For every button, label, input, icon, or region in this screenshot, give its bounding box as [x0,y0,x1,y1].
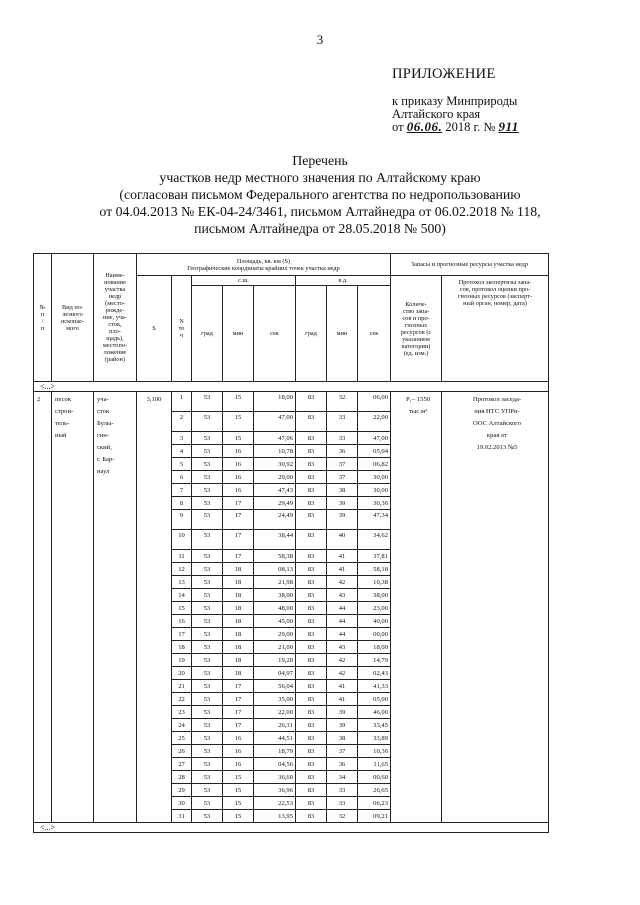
lat-sec: 56,04 [254,680,296,693]
order-prefix: от [392,120,404,134]
lon-deg: 83 [296,719,327,732]
lon-deg: 83 [296,693,327,706]
point-number: 17 [172,628,192,641]
point-number: 2 [172,412,192,432]
lon-min: 39 [327,497,358,510]
lat-deg: 53 [192,471,223,484]
lat-sec: 10,78 [254,445,296,458]
point-number: 18 [172,641,192,654]
lon-deg: 83 [296,412,327,432]
point-number: 27 [172,758,192,771]
lon-sec: 33,45 [358,719,391,732]
lon-deg: 83 [296,432,327,445]
lon-deg: 83 [296,628,327,641]
lat-deg: 53 [192,641,223,654]
header-latitude: с.ш. [192,276,296,286]
header-lon-deg: град [296,286,327,382]
lon-sec: 40,00 [358,615,391,628]
lat-sec: 29,00 [254,628,296,641]
lon-sec: 30,00 [358,471,391,484]
lon-min: 42 [327,667,358,680]
order-reference-line2: Алтайского края [392,107,481,121]
lon-deg: 83 [296,458,327,471]
lat-sec: 19,28 [254,654,296,667]
lat-min: 16 [223,445,254,458]
lon-deg: 83 [296,797,327,810]
lat-deg: 53 [192,445,223,458]
lat-deg: 53 [192,732,223,745]
point-number: 4 [172,445,192,458]
lat-min: 17 [223,530,254,550]
point-number: 12 [172,563,192,576]
lat-min: 18 [223,563,254,576]
lat-deg: 53 [192,550,223,563]
lon-sec: 05,04 [358,445,391,458]
lon-sec: 10,38 [358,576,391,589]
title-line: Перечень [292,153,348,168]
lon-sec: 33,89 [358,732,391,745]
lon-deg: 83 [296,680,327,693]
lon-deg: 83 [296,615,327,628]
lon-sec: 06,23 [358,797,391,810]
point-number: 6 [172,471,192,484]
lon-min: 42 [327,576,358,589]
lon-deg: 83 [296,810,327,823]
lat-deg: 53 [192,412,223,432]
lat-deg: 53 [192,667,223,680]
row-number: 2 [34,392,52,823]
lat-min: 16 [223,484,254,497]
lat-sec: 04,97 [254,667,296,680]
header-area-coordinates: Площадь, кв. км (S) Географические координаты крайних точек участка недр [137,254,391,276]
lon-deg: 83 [296,530,327,550]
lon-sec: 06,82 [358,458,391,471]
point-number: 23 [172,706,192,719]
lon-sec: 11,65 [358,758,391,771]
reserves-quantity: P₁– 1550 тыс.м³ [391,392,442,823]
lon-sec: 06,00 [358,392,391,412]
lat-deg: 53 [192,458,223,471]
lon-min: 32 [327,810,358,823]
table-ellipsis: <...> [34,382,549,392]
lat-min: 15 [223,797,254,810]
header-site-name: Наиме- нование участка недр (место- рожде- ние, уча- сток, пло- щадь), местопо- ложение (район) [94,254,137,382]
lon-deg: 83 [296,510,327,530]
point-number: 24 [172,719,192,732]
lon-sec: 02,43 [358,667,391,680]
lon-min: 44 [327,628,358,641]
point-number: 20 [172,667,192,680]
point-number: 5 [172,458,192,471]
lat-sec: 18,00 [254,392,296,412]
lon-min: 37 [327,745,358,758]
header-point-number: N то ч [172,276,192,382]
lat-min: 18 [223,602,254,615]
lat-min: 17 [223,510,254,530]
lon-min: 36 [327,445,358,458]
lat-min: 15 [223,810,254,823]
lon-deg: 83 [296,392,327,412]
lat-min: 18 [223,615,254,628]
lat-min: 15 [223,771,254,784]
lat-min: 15 [223,784,254,797]
lon-deg: 83 [296,445,327,458]
lat-sec: 44,51 [254,732,296,745]
lat-deg: 53 [192,810,223,823]
lon-sec: 41,33 [358,680,391,693]
point-number: 11 [172,550,192,563]
lat-deg: 53 [192,432,223,445]
lat-sec: 26,31 [254,719,296,732]
point-number: 28 [172,771,192,784]
lon-sec: 09,21 [358,810,391,823]
title-line: от 04.04.2013 № ЕК-04-24/3461, письмом Алтайнедра от 06.02.2018 № 118, [99,204,541,219]
lat-deg: 53 [192,758,223,771]
lon-sec: 05,00 [358,693,391,706]
lat-deg: 53 [192,706,223,719]
header-np: № п / п [34,254,52,382]
point-number: 31 [172,810,192,823]
lat-deg: 53 [192,484,223,497]
lat-deg: 53 [192,719,223,732]
lon-deg: 83 [296,602,327,615]
point-number: 3 [172,432,192,445]
point-number: 9 [172,510,192,530]
lon-deg: 83 [296,667,327,680]
lat-sec: 58,38 [254,550,296,563]
point-number: 22 [172,693,192,706]
lon-min: 34 [327,771,358,784]
lat-sec: 08,13 [254,563,296,576]
lat-min: 17 [223,680,254,693]
lon-deg: 83 [296,576,327,589]
lat-min: 17 [223,550,254,563]
site-name: уча- сток Булы- гин- ский, г. Бар- наул [94,392,137,823]
lat-sec: 21,98 [254,576,296,589]
lon-sec: 47,00 [358,432,391,445]
lon-min: 37 [327,471,358,484]
title-line: (согласован письмом Федерального агентства по недропользованию [119,187,521,202]
header-protocol: Протокол экспертизы запа- сов, протокол оценки про- гнозных ресурсов (эксперт- ный орган, номер, дата) [442,276,549,382]
lat-sec: 38,44 [254,530,296,550]
site-area: 3,100 [137,392,172,823]
lat-sec: 47,06 [254,432,296,445]
point-number: 21 [172,680,192,693]
lat-sec: 04,56 [254,758,296,771]
lon-min: 44 [327,602,358,615]
lat-min: 16 [223,758,254,771]
lat-sec: 36,60 [254,771,296,784]
lat-deg: 53 [192,693,223,706]
header-lat-deg: град [192,286,223,382]
header-lon-sec: сек [358,286,391,382]
lon-min: 39 [327,706,358,719]
lat-deg: 53 [192,602,223,615]
point-number: 10 [172,530,192,550]
lon-sec: 00,00 [358,628,391,641]
lon-sec: 14,79 [358,654,391,667]
header-lat-min: мин [223,286,254,382]
lat-min: 16 [223,745,254,758]
lat-sec: 18,79 [254,745,296,758]
lat-sec: 30,92 [254,458,296,471]
header-reserves: Запасы и прогнозные ресурсы участка недр [391,254,549,276]
lat-min: 16 [223,458,254,471]
lat-min: 15 [223,432,254,445]
lat-min: 15 [223,412,254,432]
header-lon-min: мин [327,286,358,382]
lon-min: 38 [327,732,358,745]
lat-deg: 53 [192,784,223,797]
lon-deg: 83 [296,706,327,719]
lat-deg: 53 [192,563,223,576]
lon-sec: 58,18 [358,563,391,576]
lat-min: 15 [223,392,254,412]
lon-deg: 83 [296,745,327,758]
lon-sec: 30,00 [358,484,391,497]
lat-sec: 13,95 [254,810,296,823]
lat-min: 16 [223,471,254,484]
lat-deg: 53 [192,497,223,510]
lon-min: 39 [327,719,358,732]
lat-deg: 53 [192,745,223,758]
table-row [34,392,549,412]
table-ellipsis: <...> [34,823,549,833]
lon-min: 39 [327,510,358,530]
lat-deg: 53 [192,797,223,810]
point-number: 15 [172,602,192,615]
lat-deg: 53 [192,615,223,628]
point-number: 8 [172,497,192,510]
header-quantity: Количе- ство запа- сов и про- гнозных ресурсов (с указанием категории) (ед. изм.) [391,276,442,382]
lon-deg: 83 [296,654,327,667]
lat-deg: 53 [192,530,223,550]
point-number: 30 [172,797,192,810]
expert-protocol: Протокол заседа- ния НТС УПРи- ООС Алтайского края от 19.02.2013 №5 [442,392,549,823]
lat-min: 18 [223,628,254,641]
lon-sec: 47,34 [358,510,391,530]
lon-min: 41 [327,693,358,706]
lon-deg: 83 [296,784,327,797]
header-longitude: в.д. [296,276,391,286]
lon-deg: 83 [296,471,327,484]
lat-sec: 36,96 [254,784,296,797]
point-number: 29 [172,784,192,797]
lat-sec: 38,00 [254,589,296,602]
point-number: 13 [172,576,192,589]
lon-deg: 83 [296,589,327,602]
handwritten-order-date: 06.06. [406,119,443,134]
lon-min: 42 [327,654,358,667]
lon-min: 41 [327,680,358,693]
lon-deg: 83 [296,732,327,745]
lat-sec: 35,00 [254,693,296,706]
lon-min: 32 [327,392,358,412]
lon-min: 33 [327,432,358,445]
lon-min: 40 [327,530,358,550]
title-line: участков недр местного значения по Алтайскому краю [159,170,481,185]
lon-deg: 83 [296,497,327,510]
lat-min: 17 [223,719,254,732]
lon-sec: 34,62 [358,530,391,550]
point-number: 25 [172,732,192,745]
mineral-type: песок строи- тель- ный [52,392,94,823]
lat-sec: 45,00 [254,615,296,628]
lat-deg: 53 [192,680,223,693]
lat-min: 18 [223,667,254,680]
handwritten-order-number: 911 [498,119,519,134]
table-row [34,823,549,833]
lon-deg: 83 [296,484,327,497]
lon-sec: 00,60 [358,771,391,784]
lon-sec: 23,00 [358,602,391,615]
lat-sec: 24,49 [254,510,296,530]
lon-min: 33 [327,412,358,432]
order-reference-date-line [392,121,519,133]
lon-sec: 37,81 [358,550,391,563]
lat-min: 18 [223,641,254,654]
order-year: 2018 г. № [445,120,496,134]
lat-sec: 29,49 [254,497,296,510]
point-number: 26 [172,745,192,758]
lat-min: 18 [223,654,254,667]
lat-deg: 53 [192,771,223,784]
lon-min: 43 [327,589,358,602]
lon-min: 38 [327,484,358,497]
lat-deg: 53 [192,510,223,530]
lat-min: 17 [223,706,254,719]
lat-deg: 53 [192,576,223,589]
lon-sec: 26,65 [358,784,391,797]
lat-sec: 21,00 [254,641,296,654]
lon-deg: 83 [296,758,327,771]
lon-deg: 83 [296,563,327,576]
order-reference-line1: к приказу Минприроды [392,94,518,108]
lon-sec: 18,00 [358,641,391,654]
lat-min: 18 [223,576,254,589]
lat-min: 17 [223,693,254,706]
subsoil-sites-table [33,253,549,833]
lat-deg: 53 [192,654,223,667]
lon-min: 37 [327,458,358,471]
lon-deg: 83 [296,550,327,563]
lon-sec: 30,36 [358,497,391,510]
header-lat-sec: сек [254,286,296,382]
lat-min: 18 [223,589,254,602]
point-number: 19 [172,654,192,667]
header-s: S [137,276,172,382]
lon-deg: 83 [296,771,327,784]
lon-min: 43 [327,641,358,654]
lat-min: 17 [223,497,254,510]
lat-sec: 47,00 [254,412,296,432]
page-number: 3 [316,32,324,47]
title-line: письмом Алтайнедра от 28.05.2018 № 500) [194,221,446,236]
lat-sec: 22,00 [254,706,296,719]
lon-sec: 46,00 [358,706,391,719]
point-number: 1 [172,392,192,412]
document-title [0,152,640,237]
point-number: 14 [172,589,192,602]
lon-deg: 83 [296,641,327,654]
lon-sec: 22,00 [358,412,391,432]
lon-min: 36 [327,758,358,771]
lat-sec: 22,53 [254,797,296,810]
lat-deg: 53 [192,589,223,602]
lon-min: 41 [327,550,358,563]
lon-min: 44 [327,615,358,628]
lon-sec: 10,36 [358,745,391,758]
lat-sec: 29,00 [254,471,296,484]
point-number: 7 [172,484,192,497]
lon-min: 33 [327,797,358,810]
lat-sec: 48,00 [254,602,296,615]
lon-min: 41 [327,563,358,576]
lat-min: 16 [223,732,254,745]
appendix-heading: ПРИЛОЖЕНИЕ [392,66,496,82]
lon-sec: 38,00 [358,589,391,602]
lat-deg: 53 [192,628,223,641]
header-mineral: Вид по- лезного ископае- мого [52,254,94,382]
point-number: 16 [172,615,192,628]
lat-deg: 53 [192,392,223,412]
lon-min: 33 [327,784,358,797]
lat-sec: 47,43 [254,484,296,497]
